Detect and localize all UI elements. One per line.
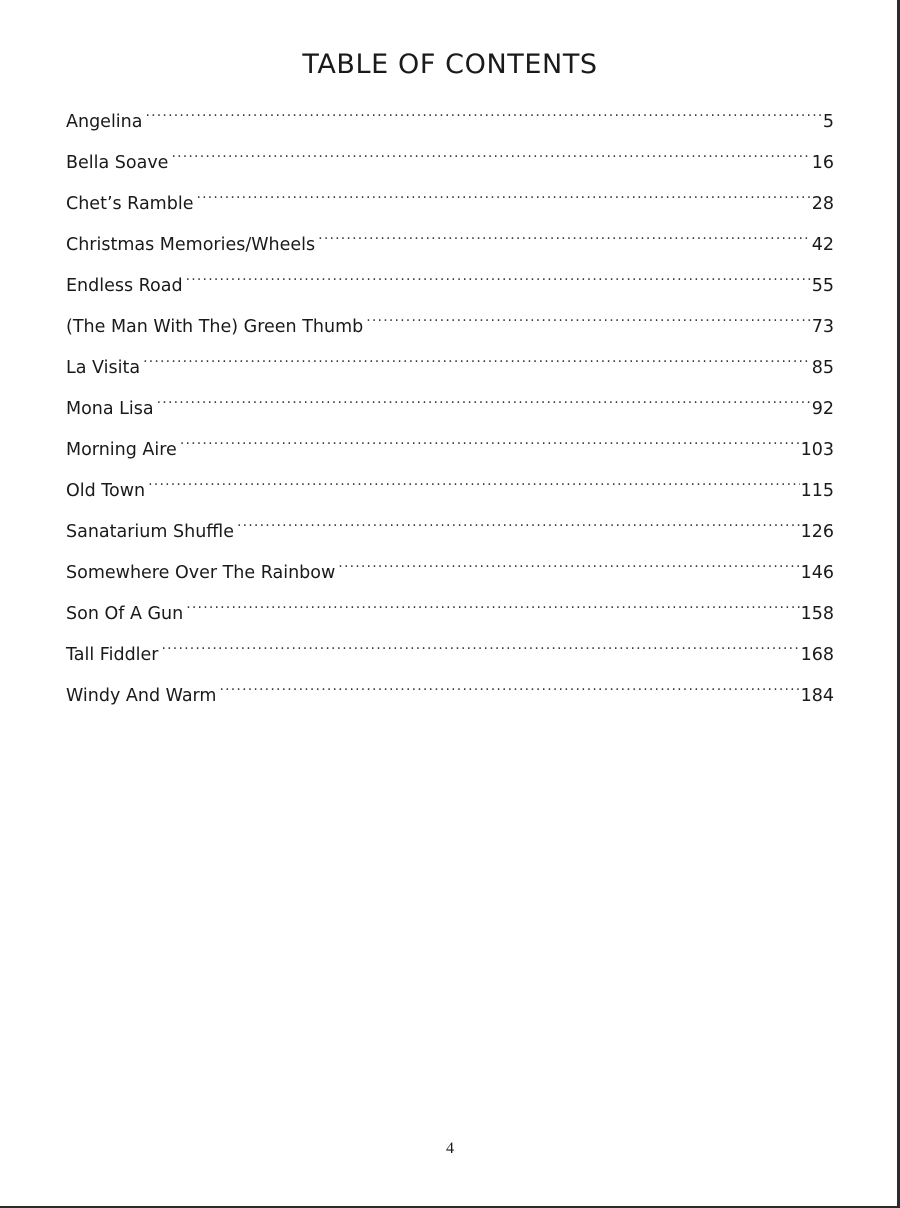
entry-title: Tall Fiddler [66, 645, 159, 665]
entry-title: Son Of A Gun [66, 604, 184, 624]
toc-entry [66, 220, 834, 261]
entry-page-number: 158 [800, 604, 834, 624]
dot-leader [162, 630, 800, 660]
dot-leader [219, 671, 799, 701]
entry-page-number: 73 [811, 317, 834, 337]
entry-page-number: 115 [800, 481, 834, 501]
entry-title: Sanatarium Shuffle [66, 522, 234, 542]
toc-entry [66, 302, 834, 343]
dot-leader [186, 589, 799, 619]
dot-leader [186, 261, 811, 291]
page-title: TABLE OF CONTENTS [302, 49, 598, 80]
dot-leader [171, 138, 810, 168]
entry-page-number: 168 [800, 645, 834, 665]
dot-leader [143, 343, 811, 373]
entry-page-number: 28 [811, 194, 834, 214]
entry-page-number: 42 [811, 235, 834, 255]
toc-entry [66, 179, 834, 220]
dot-leader [196, 179, 810, 209]
entry-page-number: 85 [811, 358, 834, 378]
entry-title: (The Man With The) Green Thumb [66, 317, 364, 337]
toc-entry [66, 425, 834, 466]
dot-leader [180, 425, 800, 455]
entry-title: Mona Lisa [66, 399, 154, 419]
entry-title: La Visita [66, 358, 141, 378]
toc-entry [66, 548, 834, 589]
toc-entry [66, 466, 834, 507]
entry-page-number: 92 [811, 399, 834, 419]
dot-leader [145, 97, 821, 127]
dot-leader [157, 384, 811, 414]
toc-entry [66, 138, 834, 179]
table-of-contents [66, 97, 834, 712]
entry-title: Chet’s Ramble [66, 194, 194, 214]
entry-page-number: 55 [811, 276, 834, 296]
entry-page-number: 16 [811, 153, 834, 173]
entry-page-number: 5 [822, 112, 834, 132]
page-number: 4 [446, 1140, 454, 1157]
entry-title: Bella Soave [66, 153, 169, 173]
entry-title: Windy And Warm [66, 686, 217, 706]
toc-entry [66, 507, 834, 548]
entry-page-number: 103 [800, 440, 834, 460]
dot-leader [366, 302, 810, 332]
dot-leader [338, 548, 799, 578]
dot-leader [318, 220, 811, 250]
toc-entry [66, 343, 834, 384]
toc-entry [66, 261, 834, 302]
toc-entry [66, 630, 834, 671]
entry-title: Somewhere Over The Rainbow [66, 563, 336, 583]
entry-title: Morning Aire [66, 440, 177, 460]
toc-entry [66, 589, 834, 630]
toc-entry [66, 97, 834, 138]
entry-page-number: 126 [800, 522, 834, 542]
toc-entry [66, 671, 834, 712]
entry-title: Old Town [66, 481, 146, 501]
dot-leader [237, 507, 800, 537]
entry-title: Christmas Memories/Wheels [66, 235, 316, 255]
entry-title: Angelina [66, 112, 143, 132]
entry-page-number: 146 [800, 563, 834, 583]
toc-entry [66, 384, 834, 425]
entry-title: Endless Road [66, 276, 183, 296]
entry-page-number: 184 [800, 686, 834, 706]
dot-leader [148, 466, 799, 496]
